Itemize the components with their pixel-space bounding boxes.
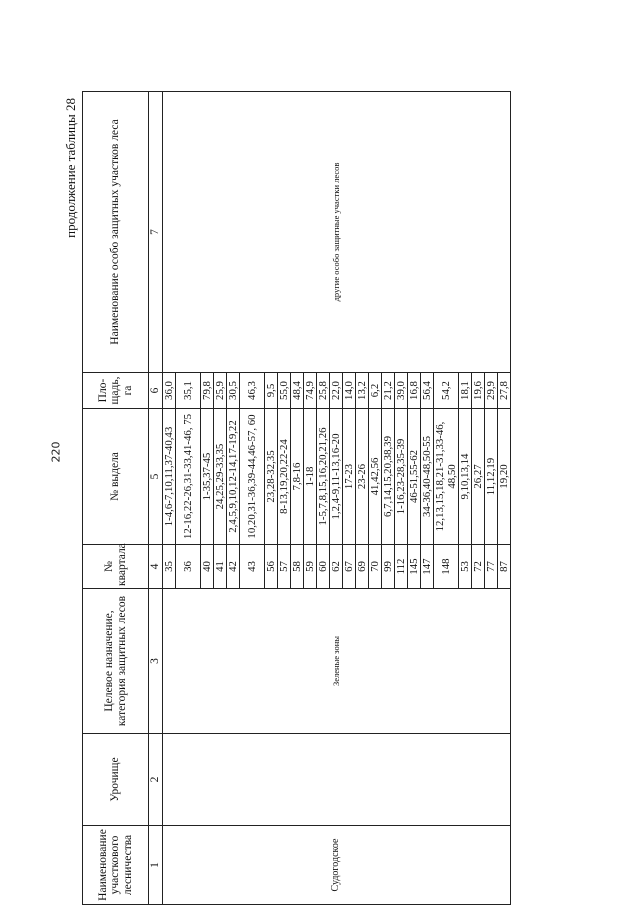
plots-cell: 23-26 [355,409,368,545]
area-cell: 22,0 [329,373,342,409]
protected-area-cell: другие особо защитные участки лесов [162,92,510,373]
column-number: 3 [149,589,163,734]
area-cell: 55,0 [277,373,290,409]
area-cell: 19,6 [471,373,484,409]
header-protected-areas: Наименование особо защитных участков леса [83,92,149,373]
area-cell: 29,9 [484,373,497,409]
plots-cell: 8-13,19,20,22-24 [277,409,290,545]
area-cell: 54,2 [433,373,458,409]
area-cell: 79,8 [200,373,213,409]
quarter-cell: 77 [484,545,497,589]
column-number: 5 [149,409,163,545]
plots-cell: 23,28-32,35 [264,409,277,545]
quarter-cell: 59 [303,545,316,589]
plots-cell: 1-5,7,8,15,16,20,21,26 [316,409,329,545]
area-cell: 39,0 [394,373,407,409]
quarter-cell: 56 [264,545,277,589]
plots-cell: 1-18 [303,409,316,545]
area-cell: 36,0 [162,373,175,409]
quarter-cell: 40 [200,545,213,589]
plots-cell: 12,13,15,18,21-31,33-46, 48,50 [433,409,458,545]
quarter-cell: 87 [497,545,510,589]
column-number-row [149,92,163,905]
header-quarter: № квартала [83,545,149,589]
plots-cell: 46-51,55-62 [407,409,420,545]
area-cell: 16,8 [407,373,420,409]
area-cell: 9,5 [264,373,277,409]
plots-cell: 34-36,40-48,50-55 [420,409,433,545]
quarter-cell: 112 [394,545,407,589]
header-plots: № выдела [83,409,149,545]
table-row [162,92,175,905]
quarter-cell: 72 [471,545,484,589]
rotated-table-page [63,92,544,905]
quarter-cell: 58 [290,545,303,589]
header-category: Целевое назначение, категория защитных лесов [83,589,149,734]
quarter-cell: 42 [226,545,239,589]
area-cell: 48,4 [290,373,303,409]
column-number: 1 [149,826,163,905]
quarter-cell: 147 [420,545,433,589]
plots-cell: 2,4,5,9,10,12-14,17-19,22 [226,409,239,545]
plots-cell: 41,42,56 [368,409,381,545]
area-cell: 21,2 [381,373,394,409]
plots-cell: 9,10,13,14 [458,409,471,545]
area-cell: 74,9 [303,373,316,409]
quarter-cell: 36 [175,545,200,589]
tract-cell [162,734,510,826]
forestry-cell: Судогодское [162,826,510,905]
area-cell: 25,8 [316,373,329,409]
quarter-cell: 41 [213,545,226,589]
column-number: 4 [149,545,163,589]
area-cell: 35,1 [175,373,200,409]
area-cell: 46,3 [239,373,264,409]
header-row [83,92,149,905]
quarter-cell: 145 [407,545,420,589]
area-cell: 13,2 [355,373,368,409]
plots-cell: 1-4,6-7,10,11,37-40,43 [162,409,175,545]
quarter-cell: 53 [458,545,471,589]
plots-cell: 17-23 [342,409,355,545]
category-cell: Зеленые зоны [162,589,510,734]
plots-cell: 6,7,14,15,20,38,39 [381,409,394,545]
column-number: 2 [149,734,163,826]
plots-cell: 10,20,31-36,39-44,46-57, 60 [239,409,264,545]
table-body [162,92,510,905]
continuation-title: продолжение таблицы 28 [63,98,78,238]
quarter-cell: 67 [342,545,355,589]
quarter-cell: 69 [355,545,368,589]
plots-cell: 19,20 [497,409,510,545]
header-forestry: Наименование участкового лесничества [83,826,149,905]
area-cell: 6,2 [368,373,381,409]
area-cell: 30,5 [226,373,239,409]
plots-cell: 1-35,37-45 [200,409,213,545]
plots-cell: 11,12,19 [484,409,497,545]
quarter-cell: 62 [329,545,342,589]
forest-table [82,91,511,905]
plots-cell: 1-16,23-28,35-39 [394,409,407,545]
plots-cell: 12-16,22-26,31-33,41-46, 75 [175,409,200,545]
area-cell: 25,9 [213,373,226,409]
area-cell: 56,4 [420,373,433,409]
area-cell: 14,0 [342,373,355,409]
page-number: 220 [49,441,63,463]
column-number: 6 [149,373,163,409]
quarter-cell: 148 [433,545,458,589]
plots-cell: 7,8-16 [290,409,303,545]
plots-cell: 26,27 [471,409,484,545]
quarter-cell: 99 [381,545,394,589]
quarter-cell: 43 [239,545,264,589]
quarter-cell: 35 [162,545,175,589]
quarter-cell: 60 [316,545,329,589]
plots-cell: 1,2,4-9,11-13,16-20 [329,409,342,545]
area-cell: 27,8 [497,373,510,409]
header-area: Пло-щадь, га [83,373,149,409]
column-number: 7 [149,92,163,373]
plots-cell: 24,25,29-33,35 [213,409,226,545]
quarter-cell: 57 [277,545,290,589]
quarter-cell: 70 [368,545,381,589]
area-cell: 18,1 [458,373,471,409]
header-tract: Урочище [83,734,149,826]
